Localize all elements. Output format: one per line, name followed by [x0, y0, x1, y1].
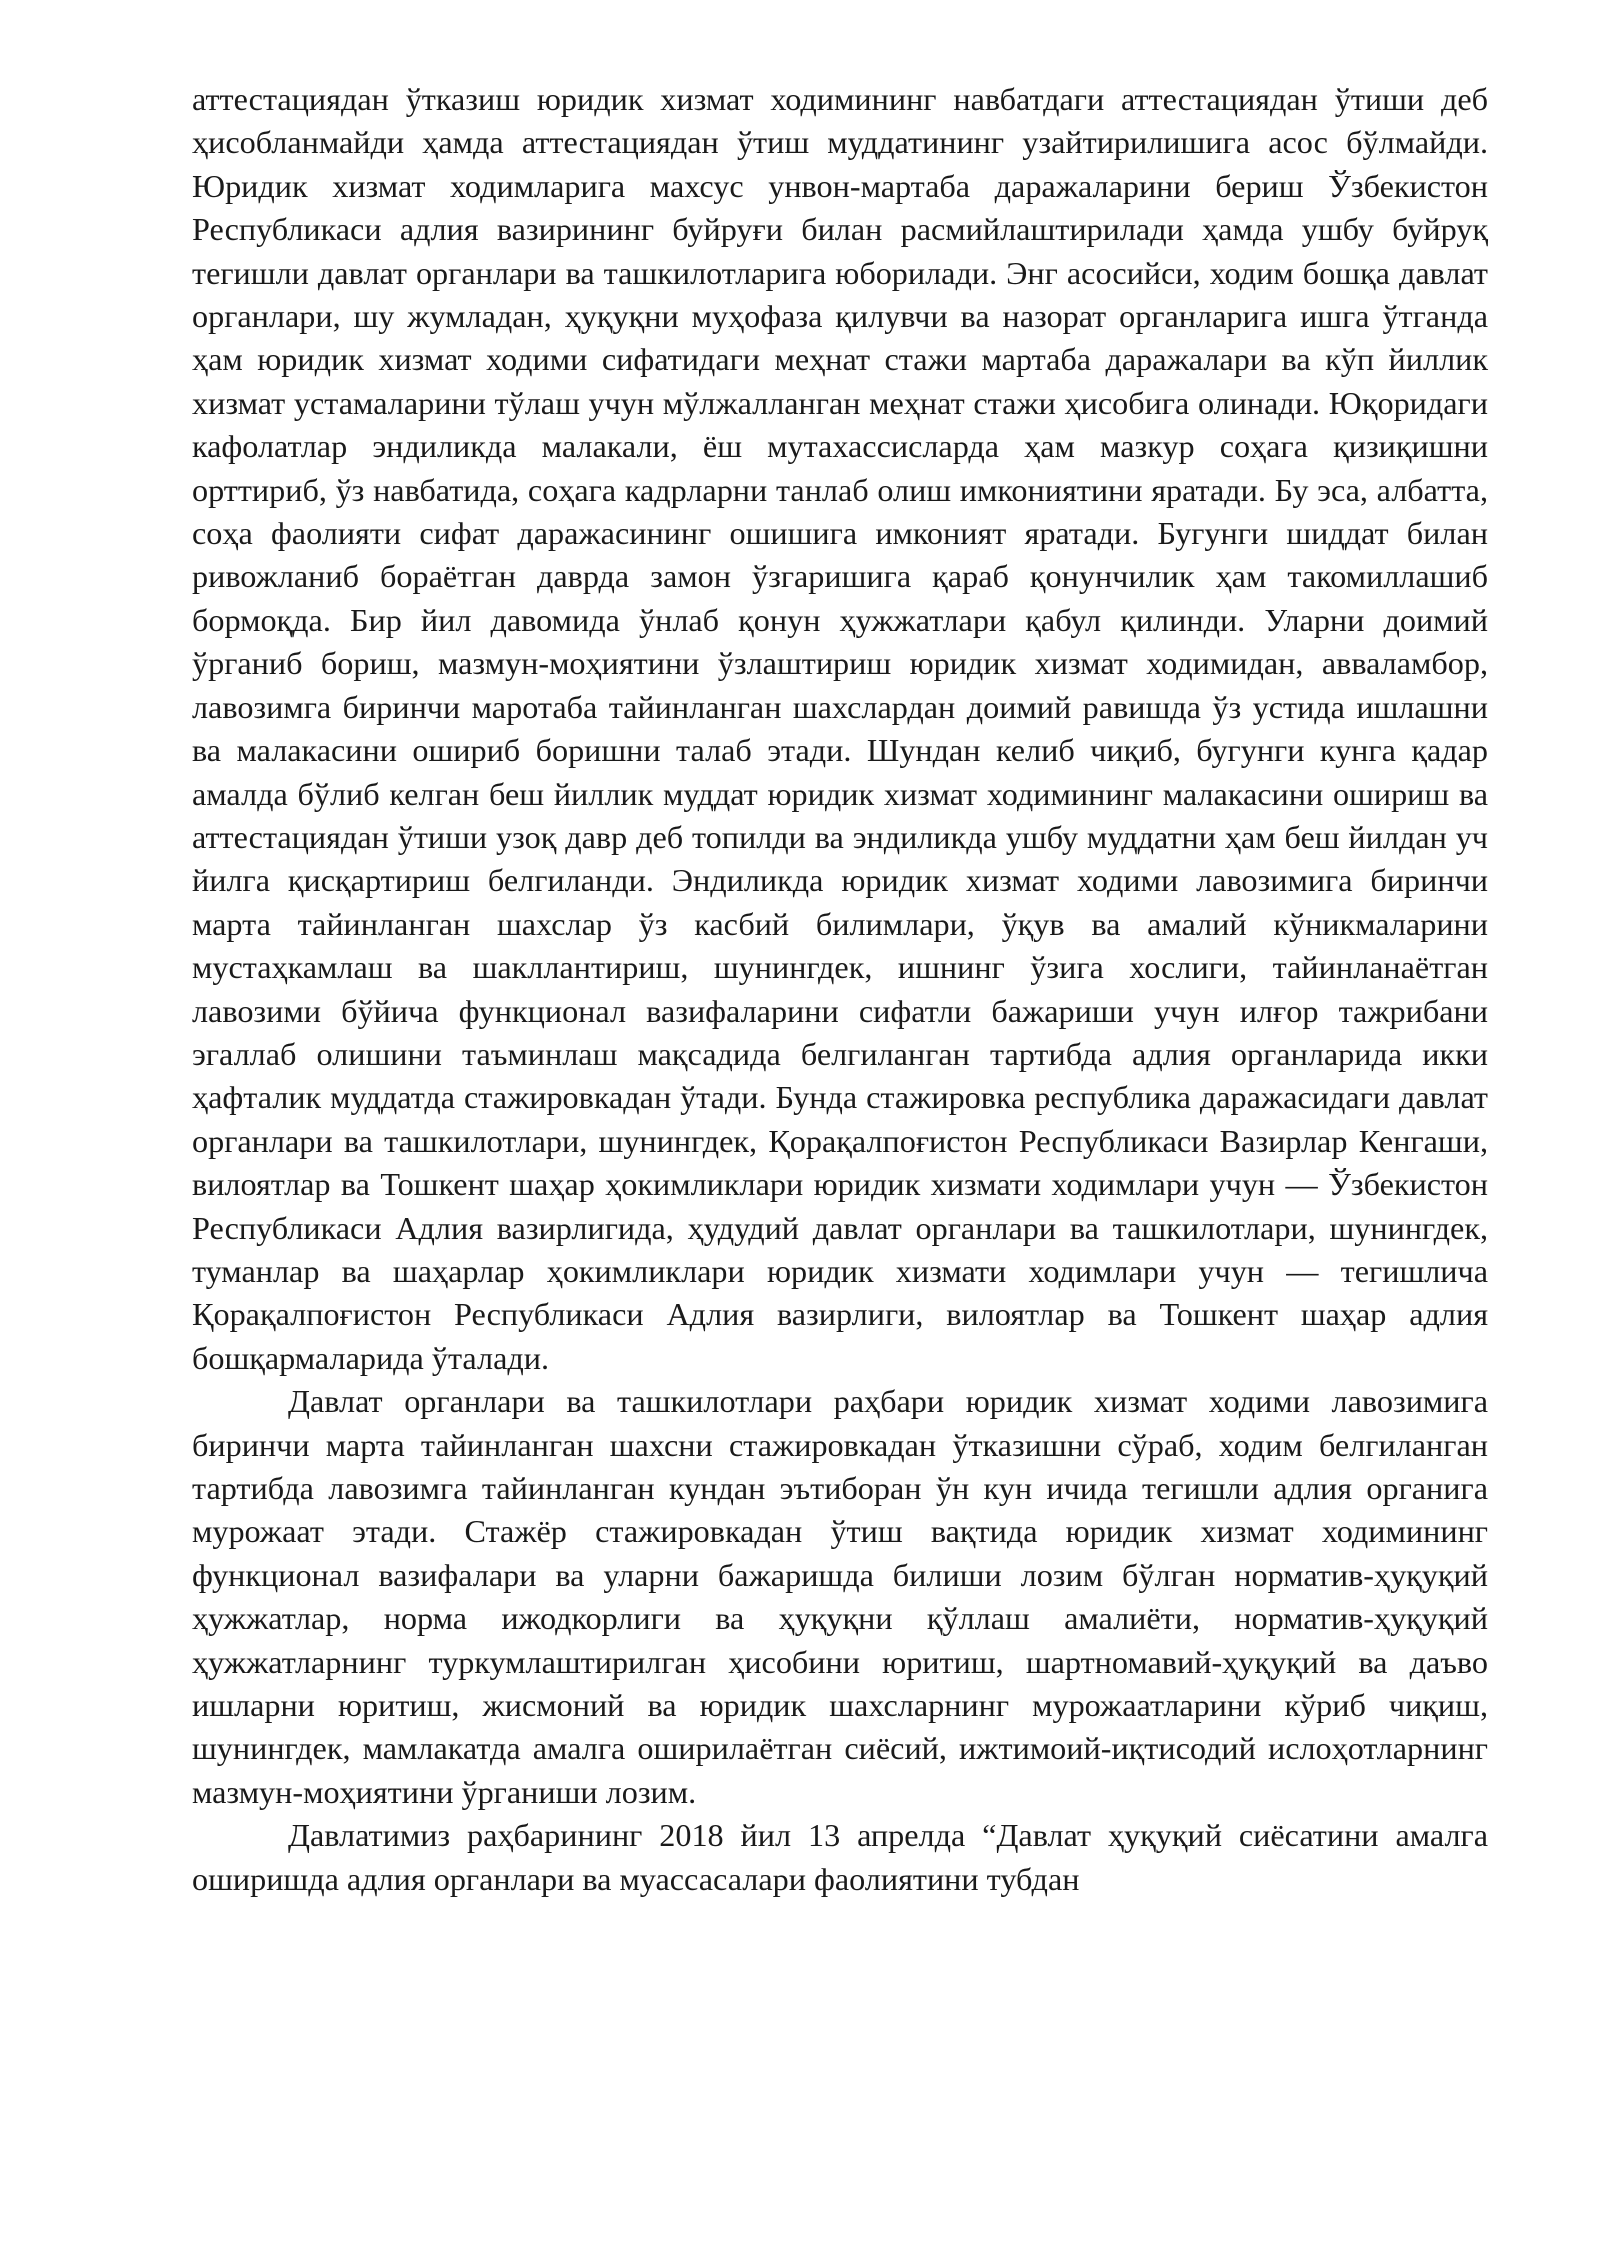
paragraph-3: Давлатимиз раҳбарининг 2018 йил 13 апрелда “Давлат ҳуқуқий сиёсатини амалга оширишда адлия органлари ва муассасалари фаолиятини тубдан — [192, 1817, 1488, 1897]
paragraph-2: Давлат органлари ва ташкилотлари раҳбари юридик хизмат ходими лавозимига биринчи марта тайинланган шахсни стажировкадан ўтказишни сўраб, ходим белгиланган тартибда лавозимга тайинланган кундан эътиборан ўн кун ичида тегишли адлия органига мурожаат этади. Стажёр стажировкадан ўтиш вақтида юридик хизмат ходимининг функционал вазифалари ва уларни бажаришда билиши лозим бўлган норматив-ҳуқуқий ҳужжатлар, норма ижодкорлиги ва ҳуқуқни қўллаш амалиёти, норматив-ҳуқуқий ҳужжатларнинг туркумлаштирилган ҳисобини юритиш, шартномавий-ҳуқуқий ва даъво ишларни юритиш, жисмоний ва юридик шахсларнинг мурожаатларини кўриб чиқиш, шунингдек, мамлакатда амалга оширилаётган сиёсий, ижтимоий-иқтисодий ислоҳотларнинг мазмун-моҳиятини ўрганиши лозим. — [192, 1383, 1488, 1810]
paragraph-1: аттестациядан ўтказиш юридик хизмат ходимининг навбатдаги аттестациядан ўтиши деб ҳисобланмайди ҳамда аттестациядан ўтиш муддатининг узайтирилишига асос бўлмайди. Юридик хизмат ходимларига махсус унвон-мартаба даражаларини бериш Ўзбекистон Республикаси адлия вазирининг буйруғи билан расмийлаштирилади ҳамда ушбу буйруқ тегишли давлат органлари ва ташкилотларига юборилади. Энг асосийси, ходим бошқа давлат органлари, шу жумладан, ҳуқуқни муҳофаза қилувчи ва назорат органларига ишга ўтганда ҳам юридик хизмат ходими сифатидаги меҳнат стажи мартаба даражалари ва кўп йиллик хизмат устамаларини тўлаш учун мўлжалланган меҳнат стажи ҳисобига олинади. Юқоридаги кафолатлар эндиликда малакали, ёш мутахассисларда ҳам мазкур соҳага қизиқишни орттириб, ўз навбатида, соҳага кадрларни танлаб олиш имкониятини яратади. Бу эса, албатта, соҳа фаолияти сифат даражасининг ошишига имконият яратади. Бугунги шиддат билан ривожланиб бораётган даврда замон ўзгаришига қараб қонунчилик ҳам такомиллашиб бормоқда. Бир йил давомида ўнлаб қонун ҳужжатлари қабул қилинди. Уларни доимий ўрганиб бориш, мазмун-моҳиятини ўзлаштириш юридик хизмат ходимидан, авваламбор, лавозимга биринчи маротаба тайинланган шахслардан доимий равишда ўз устида ишлашни ва малакасини ошириб боришни талаб этади. Шундан келиб чиқиб, бугунги кунга қадар амалда бўлиб келган беш йиллик муддат юридик хизмат ходимининг малакасини ошириш ва аттестациядан ўтиши узоқ давр деб топилди ва эндиликда ушбу муддатни ҳам беш йилдан уч йилга қисқартириш белгиланди. Эндиликда юридик хизмат ходими лавозимига биринчи марта тайинланган шахслар ўз касбий билимлари, ўқув ва амалий кўникмаларини мустаҳкамлаш ва шакллантириш, шунингдек, ишнинг ўзига хослиги, тайинланаётган лавозими бўйича функционал вазифаларини сифатли бажариши учун илғор тажрибани эгаллаб олишини таъминлаш мақсадида белгиланган тартибда адлия органларида икки ҳафталик муддатда стажировкадан ўтади. Бунда стажировка республика даражасидаги давлат органлари ва ташкилотлари, шунингдек, Қорақалпоғистон Республикаси Вазирлар Кенгаши, вилоятлар ва Тошкент шаҳар ҳокимликлари юридик хизмати ходимлари учун — Ўзбекистон Республикаси Адлия вазирлигида, ҳудудий давлат органлари ва ташкилотлари, шунингдек, туманлар ва шаҳарлар ҳокимликлари юридик хизмати ходимлари учун — тегишлича Қорақалпоғистон Республикаси Адлия вазирлиги, вилоятлар ва Тошкент шаҳар адлия бошқармаларида ўталади. — [192, 81, 1488, 1376]
document-body — [192, 78, 1488, 1901]
